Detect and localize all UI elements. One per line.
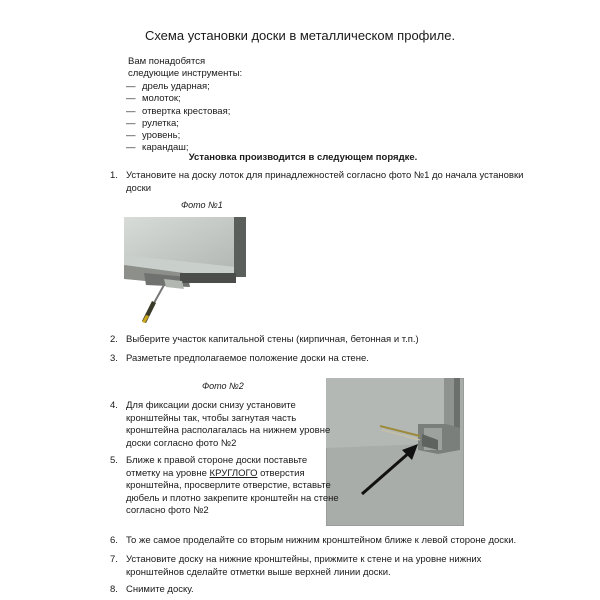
step-line: дюбель и плотно закрепите кронштейн на стене [126,492,339,504]
step-line: согласно фото №2 [126,505,209,516]
step-number: 1. [110,170,118,181]
step-line: Для фиксации доски снизу установите [126,400,296,411]
underlined-text: КРУГЛОГО [209,467,258,479]
step-line: То же самое проделайте со вторым нижним кронштейном ближе к левой стороне доски. [126,535,517,546]
photo1-caption: Фото №1 [181,200,223,210]
tool-item: — рулетка; [126,118,230,130]
step-line: Ближе к правой стороне доски поставьте [126,455,308,466]
step-line: Установите доску на нижние кронштейны, прижмите к стене и на уровне нижних [126,554,482,565]
step-line [126,468,339,481]
step-number: 5. [110,455,118,466]
step-line: доски [126,182,152,194]
photo-1-image [124,215,250,327]
tool-item: — уровень; [126,130,230,142]
intro-line: следующие инструменты: [128,68,243,79]
step-line: кронштейны так, чтобы загнутая часть [126,412,297,424]
step-line: кронштейна, просверлите отверстие, вставьте [126,480,331,491]
step-number: 7. [110,554,118,565]
step-line: Установите на доску лоток для принадлежностей согласно фото №1 до начала установки [126,170,524,181]
photo2-caption: Фото №2 [202,381,244,391]
photo-2-image [326,378,464,526]
step-line: кронштейна располагалась на нижнем уровне [126,425,331,436]
step-line: кронштейнов сделайте отметки выше верхней линии доски. [126,566,391,578]
step-line: Снимите доску. [126,584,194,595]
tool-item: — дрель ударная; [126,81,230,93]
step-line: Разметьте предполагаемое положение доски на стене. [126,353,369,364]
intro-line: Вам понадобятся [128,56,206,67]
tools-list [126,81,230,155]
step-number: 6. [110,535,118,546]
step-line: Выберите участок капитальной стены (кирпичная, бетонная и т.п.) [126,334,419,345]
step-text: отверстия [257,467,305,479]
tool-item: — отвертка крестовая; [126,106,230,118]
step-number: 2. [110,334,118,345]
intro-text [128,56,242,80]
order-heading: Установка производится в следующем порядке. [188,152,418,163]
step-number: 4. [110,400,118,411]
step-number: 8. [110,584,118,595]
tool-item: — молоток; [126,93,230,105]
step-number: 3. [110,353,118,364]
step-line: доски согласно фото №2 [126,437,237,449]
page-title: Схема установки доски в металлическом профиле. [144,28,456,43]
step-text: отметку на уровне [126,467,210,479]
tool-item: — карандаш; [126,142,230,154]
